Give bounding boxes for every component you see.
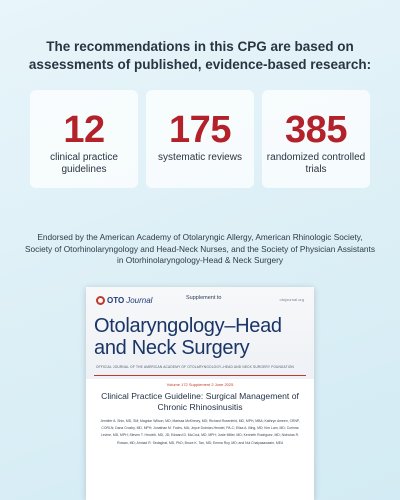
- stat-card-reviews: [146, 90, 254, 188]
- author-list: Jennifer A. Shin, MD, SM; Magdon Wilson, MD; Marissa McKinney, MD; Richard Rosenfeld, MD, MPH, MBA; Kathryn Ameen, CRNP, CORLN; Dana Crosby, MD, MPH; Jonathan M. Fuchs, MA; Joyce Dobrian-Hendel, PA-C; Elisa A. Illing, MD; Kim Lam, MD; Corinna Levine, MD, MPH; Steven T. Hrncirik, MD, JD; Edward D. McCoul, MD, MPH; Josie Miller, MD; Kenneth Rodriguez, MD; Nicholas R. Rowan, MD; Ahmad R. Sedaghat, MD, PhD; Bruce K. Tan, MD; Emma Roy, MD; and Nui Chaiyasawasin, MEd: [100, 419, 300, 445]
- journal-subtitle: OFFICIAL JOURNAL OF THE AMERICAN ACADEMY OF OTOLARYNGOLOGY–HEAD AND NECK SURGERY FOUNDATION: [96, 365, 295, 369]
- logo-circle-icon: [96, 296, 105, 305]
- guideline-title: Clinical Practice Guideline: Surgical Management of Chronic Rhinosinusitis: [101, 391, 299, 412]
- stat-card-trials: [262, 90, 370, 188]
- cover-url: otojournal.org: [279, 297, 304, 302]
- journal-cover: [86, 287, 314, 500]
- stat-number: 12: [63, 109, 105, 151]
- stat-label: systematic reviews: [158, 152, 242, 163]
- stat-number: 175: [169, 109, 231, 151]
- issue-info: Volume 172 Supplement 2 June 2025: [166, 382, 234, 387]
- oto-journal-logo: [96, 296, 152, 305]
- stats-row: [30, 90, 370, 188]
- cover-divider: [94, 375, 306, 376]
- endorsement-text: Endorsed by the American Academy of Otolaryngic Allergy, American Rhinologic Society, Society of Otorhinolaryngology and Head-Neck Nurses, and the Society of Physician Assistants in Otorhinolaryngology-Head & Neck Surgery: [24, 232, 376, 265]
- stat-label: randomized controlled trials: [266, 152, 366, 175]
- headline: The recommendations in this CPG are based on assessments of published, evidence-based research:: [28, 39, 372, 72]
- logo-journal: Journal: [126, 296, 153, 305]
- stat-card-guidelines: [30, 90, 138, 188]
- supplement-label: Supplement to: [186, 295, 222, 301]
- stat-number: 385: [285, 109, 347, 151]
- stat-label: clinical practice guidelines: [50, 152, 118, 175]
- journal-title: Otolaryngology–Head and Neck Surgery: [94, 315, 282, 359]
- logo-text: OTO: [107, 296, 125, 305]
